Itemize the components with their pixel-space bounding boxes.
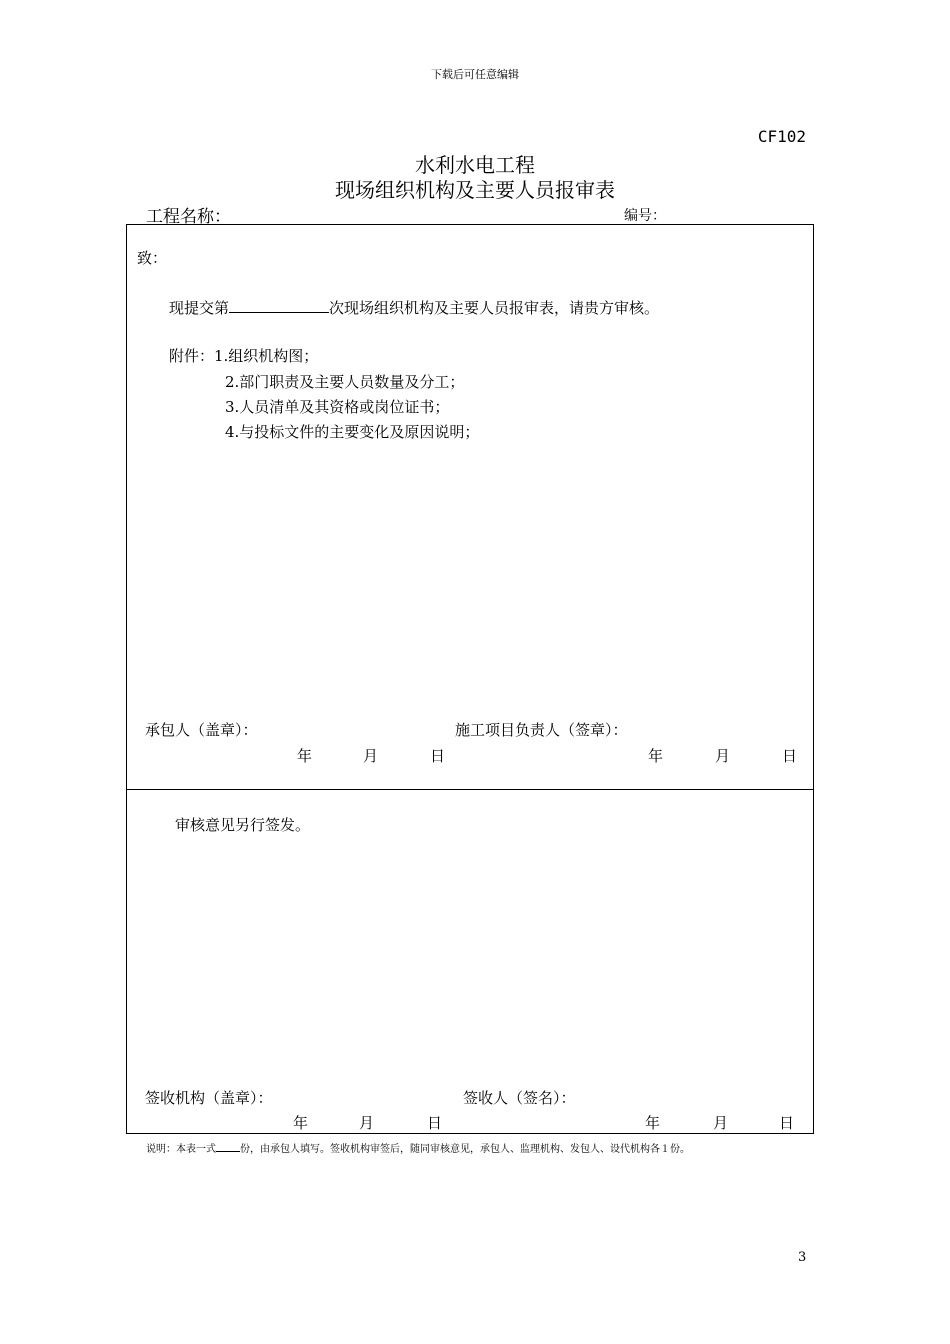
date-year: 年	[297, 747, 313, 765]
copies-blank[interactable]	[216, 1141, 240, 1152]
date-year: 年	[645, 1114, 661, 1132]
submission-section	[126, 224, 814, 790]
attachment-item: 2.部门职责及主要人员数量及分工；	[225, 373, 465, 391]
date-month: 月	[715, 747, 731, 765]
receiving-org-label: 签收机构（盖章）：	[145, 1089, 273, 1107]
submission-count-blank[interactable]	[229, 298, 329, 313]
date-day: 日	[782, 747, 798, 765]
date-month: 月	[363, 747, 379, 765]
project-name-label: 工程名称：	[146, 207, 231, 227]
number-label: 编号：	[624, 208, 666, 224]
date-year: 年	[293, 1114, 309, 1132]
date-day: 日	[430, 747, 446, 765]
submission-text-after: 次现场组织机构及主要人员报审表，请贵方审核。	[329, 299, 660, 317]
to-label: 致：	[137, 249, 168, 267]
footnote	[146, 1140, 690, 1155]
attachment-item: 3.人员清单及其资格或岗位证书；	[225, 398, 450, 416]
review-section	[126, 790, 814, 1134]
date-year: 年	[648, 747, 664, 765]
project-manager-label: 施工项目负责人（签章）：	[455, 721, 628, 739]
footnote-before: 说明：本表一式	[146, 1144, 216, 1155]
attachment-item: 4.与投标文件的主要变化及原因说明；	[225, 423, 480, 441]
submission-sentence	[169, 297, 659, 318]
date-month: 月	[359, 1114, 375, 1132]
date-day: 日	[427, 1114, 443, 1132]
contractor-seal-label: 承包人（盖章）：	[145, 721, 258, 739]
submission-text-before: 现提交第	[169, 299, 230, 317]
date-month: 月	[713, 1114, 729, 1132]
footnote-after: 份，由承包人填写。签收机构审签后，随同审核意见，承包人、监理机构、发包人、设代机构各１份。	[240, 1144, 690, 1155]
date-day: 日	[779, 1114, 795, 1132]
attachment-item: 附件：1.组织机构图；	[169, 347, 319, 365]
page-number: 3	[798, 1250, 807, 1265]
top-note: 下载后可任意编辑	[431, 68, 519, 81]
review-text: 审核意见另行签发。	[175, 816, 311, 834]
title-line1: 水利水电工程	[415, 153, 535, 177]
page-title: 现场组织机构及主要人员报审表	[335, 178, 615, 202]
form-code: CF102	[757, 127, 806, 146]
receiver-label: 签收人（签名）：	[463, 1089, 576, 1107]
